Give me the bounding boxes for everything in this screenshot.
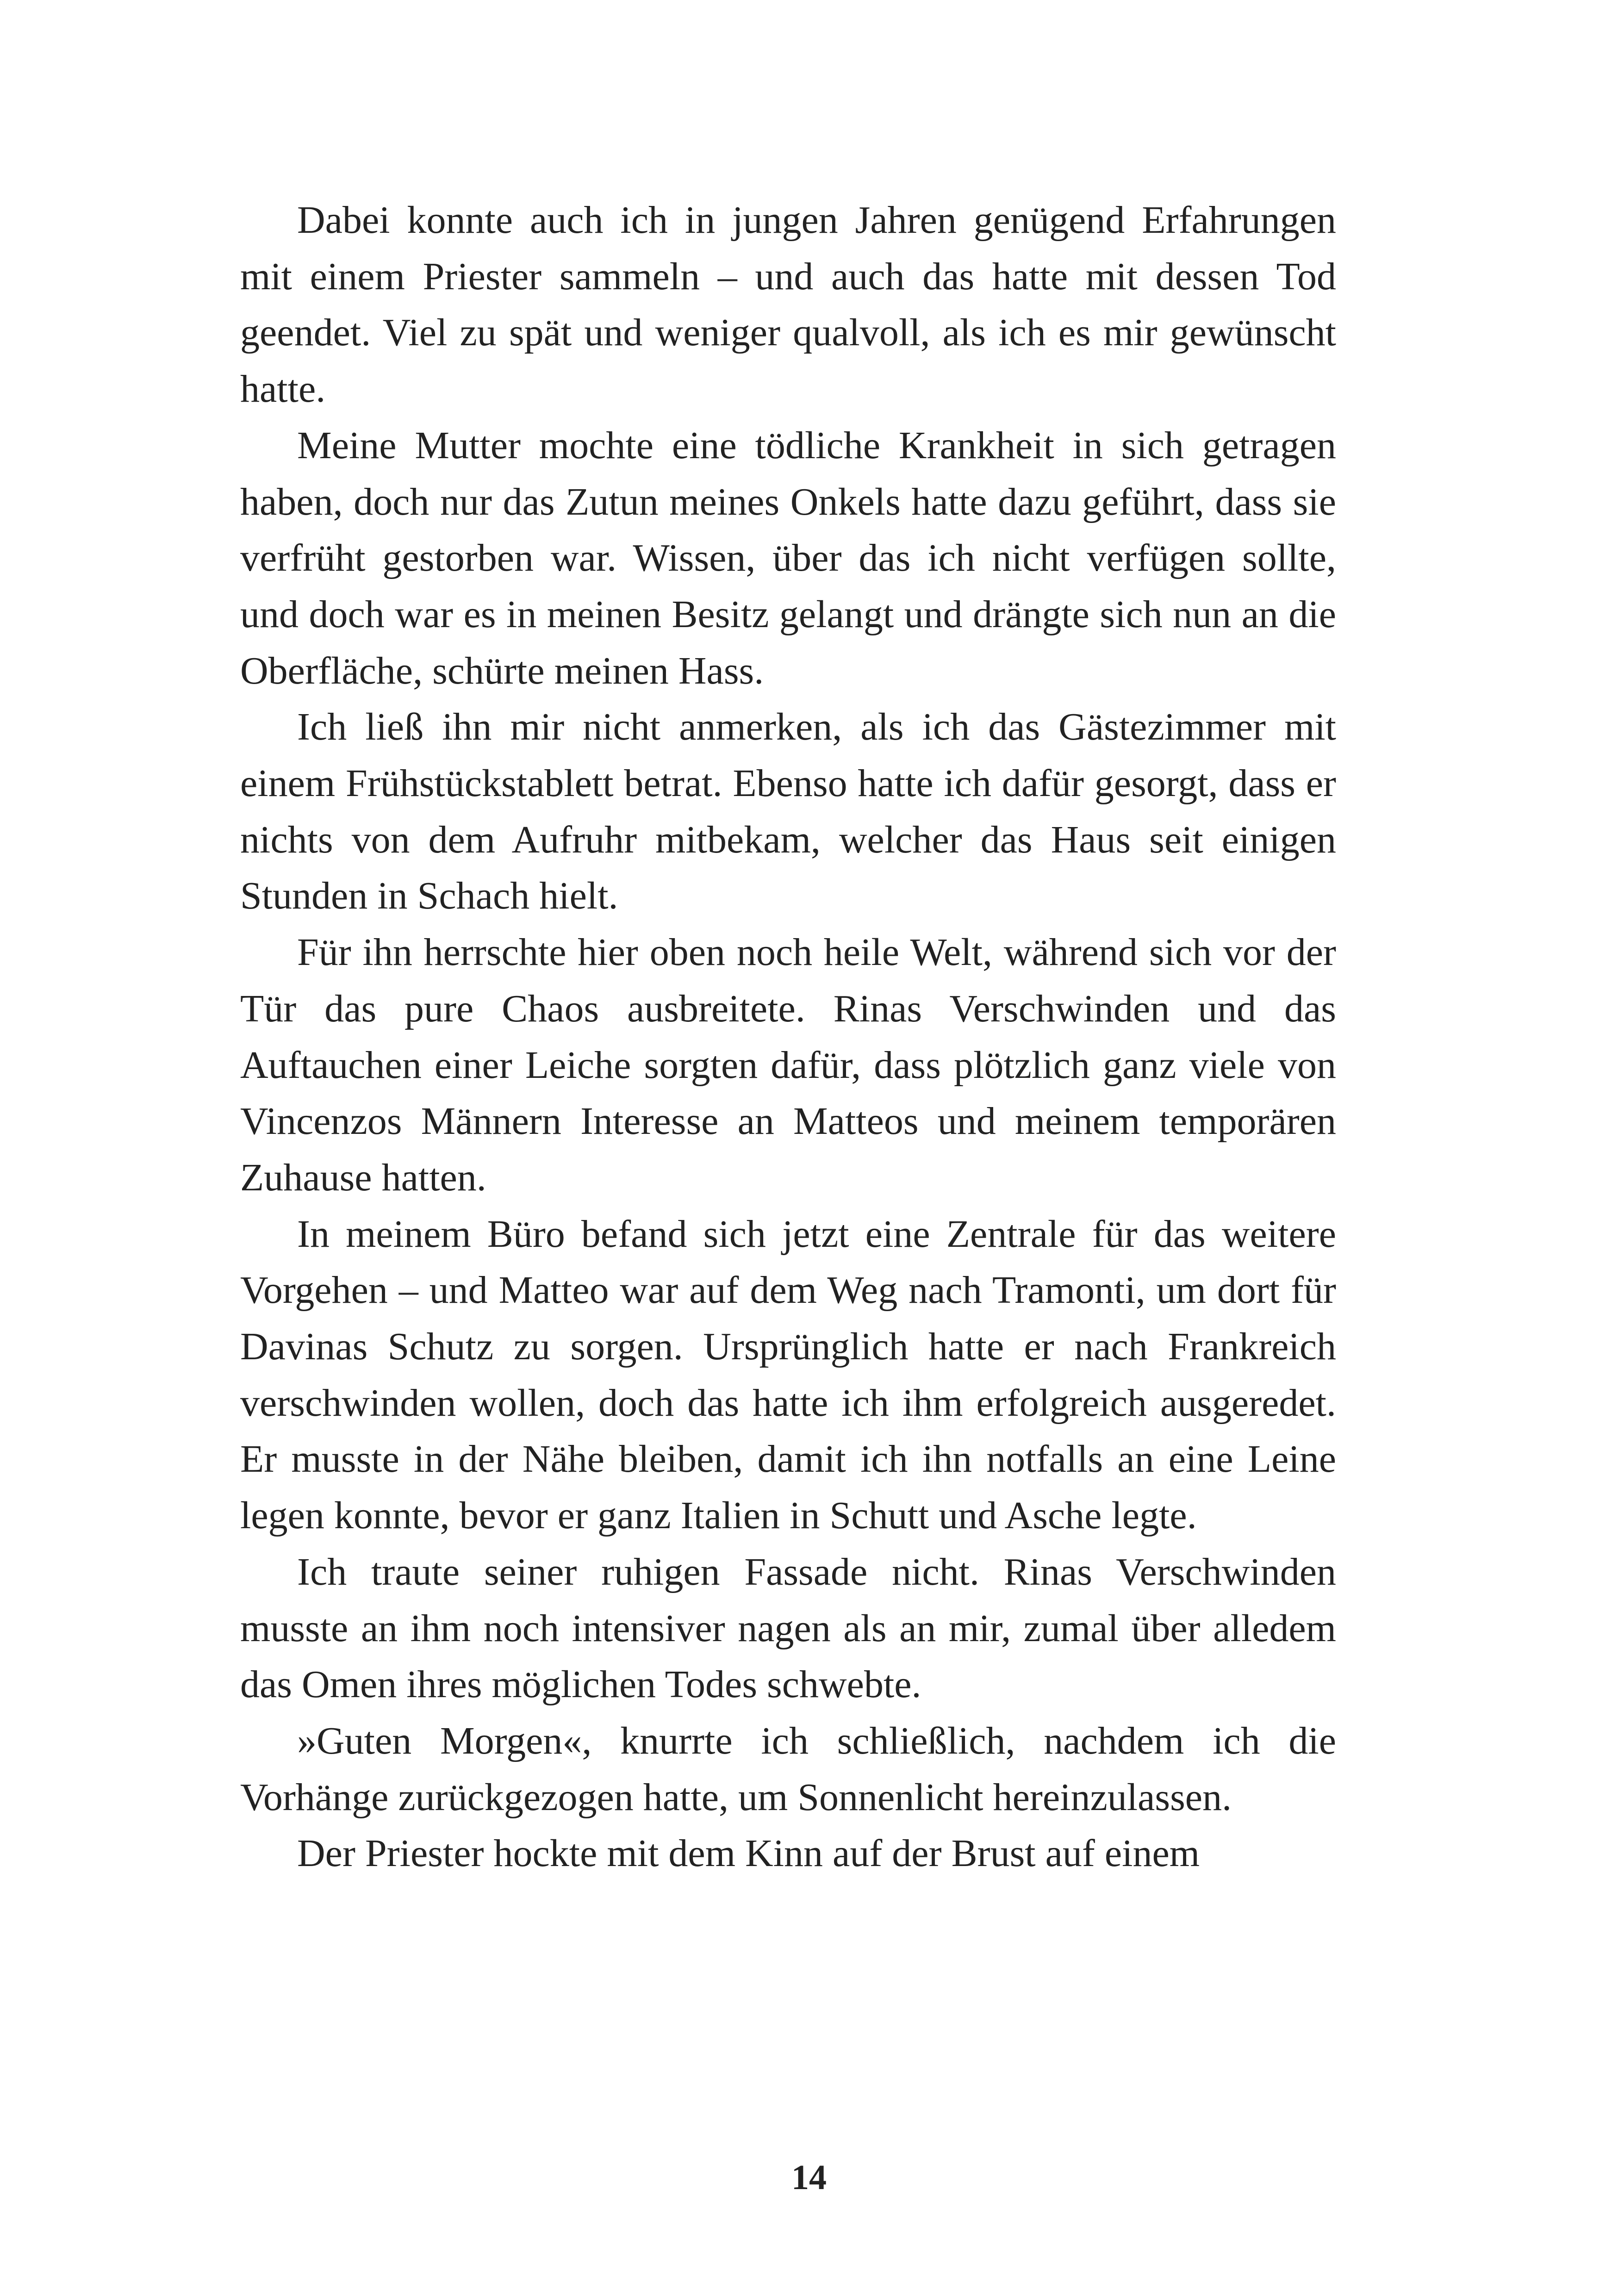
paragraph-5: In meinem Büro befand sich jetzt eine Zentrale für das weitere Vorgehen – und Matteo war auf dem Weg nach Tramonti, um dort für Davinas Schutz zu sorgen. Ursprünglich hatte er nach Frankreich verschwinden wollen, doch das hatte ich ihm erfolgreich ausgeredet. Er musste in der Nähe bleiben, damit ich ihn notfalls an eine Leine legen konnte, bevor er ganz Italien in Schutt und Asche legte. — [240, 1212, 1336, 1537]
page-number: 14 — [791, 2158, 827, 2197]
paragraph-3: Ich ließ ihn mir nicht anmerken, als ich das Gästezimmer mit einem Frühstückstablett betrat. Ebenso hatte ich dafür gesorgt, dass er nichts von dem Aufruhr mitbekam, welcher das Haus seit einigen Stunden in Schach hielt. — [240, 705, 1336, 918]
paragraph-7: »Guten Morgen«, knurrte ich schließlich, nachdem ich die Vorhänge zurückgezogen hatte, um Sonnenlicht hereinzulassen. — [240, 1719, 1336, 1819]
paragraph-8: Der Priester hockte mit dem Kinn auf der Brust auf einem — [297, 1832, 1200, 1875]
paragraph-1: Dabei konnte auch ich in jungen Jahren genügend Erfahrungen mit einem Priester sammeln – und auch das hatte mit dessen Tod geendet. Viel zu spät und weniger qualvoll, als ich es mir gewünscht hatte. — [240, 199, 1336, 411]
paragraph-4: Für ihn herrschte hier oben noch heile Welt, während sich vor der Tür das pure Chaos ausbreitete. Rinas Verschwinden und das Auftauchen einer Leiche sorgten dafür, dass plötzlich ganz viele von Vincenzos Männern Interesse an Matteos und meinem temporären Zuhause hatten. — [240, 931, 1336, 1199]
paragraph-6: Ich traute seiner ruhigen Fassade nicht. Rinas Verschwinden musste an ihm noch intensiver nagen als an mir, zumal über alledem das Omen ihres möglichen Todes schwebte. — [240, 1550, 1336, 1706]
body-text — [240, 192, 1336, 1882]
paragraph-2: Meine Mutter mochte eine tödliche Krankheit in sich getragen haben, doch nur das Zutun meines Onkels hatte dazu geführt, dass sie verfrüht gestorben war. Wissen, über das ich nicht verfügen sollte, und doch war es in meinen Besitz gelangt und drängte sich nun an die Oberfläche, schürte meinen Hass. — [240, 423, 1336, 692]
